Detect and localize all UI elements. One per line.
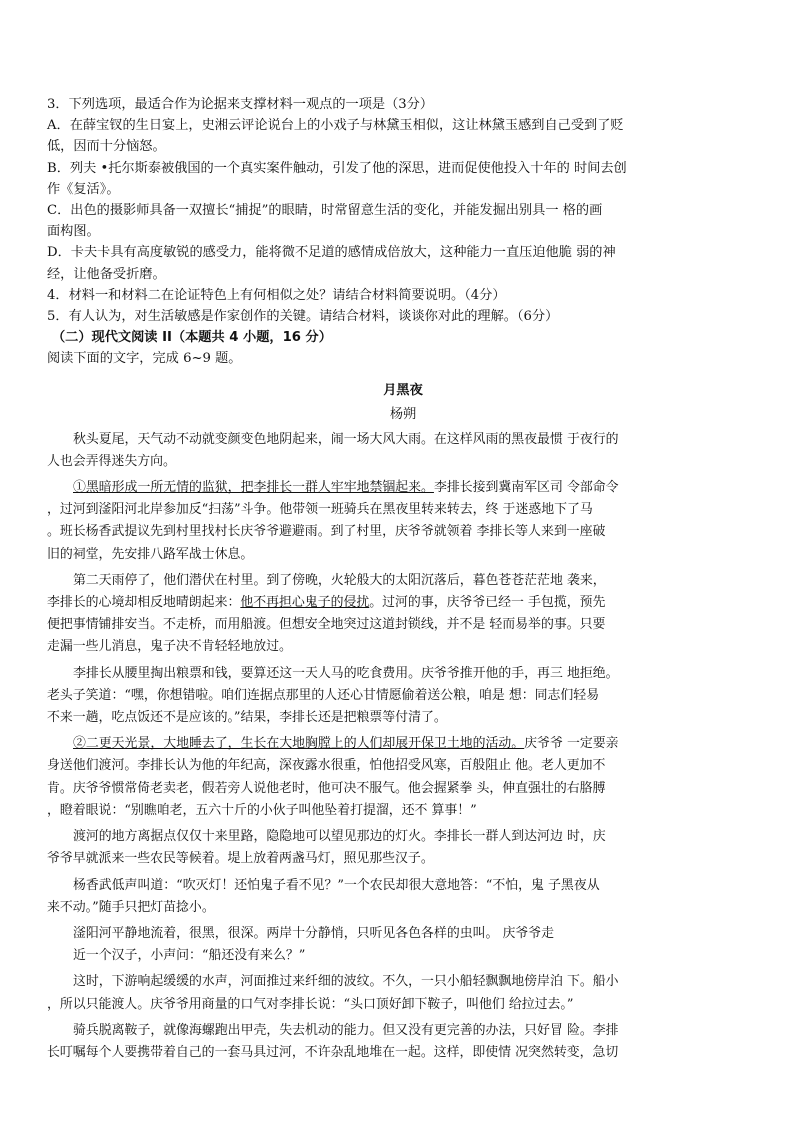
- option-d-line-2: 经，让他备受折磨。: [47, 266, 166, 282]
- paragraph-line: 秋头夏尾，天气动不动就变颜变色地阴起来，闹一场大风大雨。在这样风雨的黑夜最惯 于夜行的: [73, 431, 619, 447]
- paragraph-line: [47, 592, 759, 614]
- paragraph-line: 滏阳河平静地流着，很黑，很深。两岸十分静悄，只听见各色各样的虫叫。 庆爷爷走: [73, 925, 555, 941]
- option-c-line-2: 面构图。: [47, 224, 100, 240]
- question-3: [47, 94, 759, 285]
- paragraph-line: 肯。庆爷爷惯常倚老卖老，假若旁人说他老时，他可决不服气。他会握紧拳 头，伸直强壮的右胳膊: [47, 780, 606, 796]
- paragraph-line: [47, 477, 759, 499]
- question-5: 5．有人认为，对生活敏感是作家创作的关键。请结合材料，谈谈你对此的理解。（6分）: [47, 309, 559, 325]
- option-d-line-1: D．卡夫卡具有高度敏锐的感受力，能将微不足道的感情成倍放大，这种能力一直压迫他脆 弱的神: [47, 245, 616, 261]
- article-paragraph-4: [47, 663, 759, 730]
- option-a-line-2: 低，因而十分恼怒。: [47, 139, 166, 155]
- paragraph-line: 人也会弄得迷失方向。: [47, 453, 176, 469]
- question-4: 4．材料一和材料二在论证特色上有何相似之处？请结合材料简要说明。（4分）: [47, 287, 506, 303]
- article-paragraph-6: [47, 826, 759, 870]
- paragraph-line: 李排长从腰里掏出粮票和钱，要算还这一天人马的吃食费用。庆爷爷推开他的手，再三 地拒绝。: [73, 665, 619, 681]
- article-paragraph-3: [47, 570, 759, 659]
- paragraph-line: 长叮嘱每个人要携带着自己的一套马具过河，不许杂乱地堆在一起。这样，即使情 况突然转变，急切: [47, 1044, 619, 1060]
- article-title: 月黑夜: [383, 382, 423, 398]
- text-span: 李排长接到冀南军区司 令部命令: [433, 480, 619, 496]
- document-body: [47, 94, 759, 1064]
- paragraph-line: 旧的祠堂，先安排八路军战士休息。: [47, 546, 254, 562]
- paragraph-line: 便把事情铺排安当。不走桥，而用船渡。但想安全地突过这道封锁线，并不是 轻而易举的事。只要: [47, 617, 606, 633]
- article-paragraph-8: [47, 923, 759, 967]
- text-span: 。过河的事，庆爷爷已经一 手包揽，预先: [369, 595, 606, 611]
- article-paragraph-10: [47, 1020, 759, 1064]
- option-c-line-1: C．出色的摄影师具备一双擅长“捕捉”的眼睛，时常留意生活的变化，并能发掘出别具一 格的画: [47, 203, 603, 219]
- article-author: 杨朔: [389, 406, 417, 422]
- question-3-stem: 3．下列选项，最适合作为论据来支撑材料一观点的一项是（3分）: [47, 97, 434, 112]
- underlined-phrase: 他不再担心鬼子的侵扰: [240, 595, 370, 611]
- paragraph-line: ，所以只能渡人。庆爷爷用商量的口气对李排长说：“头口顶好卸下鞍子，叫他们 给拉过去。”: [47, 996, 574, 1012]
- paragraph-line: ，过河到滏阳河北岸参加反“扫荡”斗争。他带领一班骑兵在黑夜里转来转去，终 于迷惑地下了马: [47, 502, 593, 518]
- paragraph-line: 来不动。”随手只把灯苗捻小。: [47, 899, 215, 915]
- paragraph-line: 渡河的地方离据点仅仅十来里路，隐隐地可以望见那边的灯火。李排长一群人到达河边 时，庆: [73, 829, 606, 845]
- section-heading: （二）现代文阅读 II（本题共 4 小题，16 分）: [52, 330, 332, 346]
- paragraph-line: ，瞪着眼说：“别瞧咱老，五六十斤的小伙子叫他坠着打提溜，还不 算事！”: [47, 802, 477, 818]
- paragraph-line: 爷爷早就派来一些农民等候着。堤上放着两盏马灯，照见那些汉子。: [47, 851, 434, 867]
- article-paragraph-5: [47, 733, 759, 822]
- option-a-line-1: A．在薛宝钗的生日宴上，史湘云评论说台上的小戏子与林黛玉相似，这让林黛玉感到自己受到了贬: [47, 118, 624, 134]
- paragraph-line: 身送他们渡河。李排长认为他的年纪高，深夜露水很重，怕他招受风寒，百般阻止 他。老人更加不: [47, 758, 606, 774]
- paragraph-line: 走漏一些儿消息，鬼子决不肯轻轻地放过。: [47, 639, 292, 655]
- reading-instruction: 阅读下面的文字，完成 6~9 题。: [47, 351, 242, 367]
- paragraph-line: [47, 733, 759, 755]
- option-b-line-2: 作《复活》。: [47, 181, 120, 197]
- option-b-line-1: B．列夫 •托尔斯泰被俄国的一个真实案件触动，引发了他的深思，进而促使他投入十年的 时间去创: [47, 160, 627, 176]
- paragraph-line: 第二天雨停了，他们潜伏在村里。到了傍晚，火轮般大的太阳沉落后，暮色苍苍茫茫地 袭来，: [73, 572, 606, 588]
- article-paragraph-1: [47, 429, 759, 473]
- paragraph-line: 老头子笑道：“嘿，你想错啦。咱们连据点那里的人还心甘情愿偷着送公粮，咱是 想：同志们轻易: [47, 687, 600, 703]
- paragraph-line: 近一个汉子，小声问：“船还没有来么？”: [73, 948, 306, 964]
- paragraph-line: 骑兵脱离鞍子，就像海螺跑出甲壳，失去机动的能力。但又没有更完善的办法，只好冒 险。李排: [73, 1022, 619, 1038]
- text-span: 庆爷爷 一定要亲: [524, 736, 619, 752]
- underlined-sentence-2: ②二更天光景，大地睡去了，生长在大地胸膛上的人们却展开保卫土地的活动。: [73, 736, 525, 752]
- article-paragraph-9: [47, 971, 759, 1015]
- paragraph-line: 杨香武低声叫道：“吹灭灯！还怕鬼子看不见？”一个农民却很大意地答：“不怕，鬼 子黑夜从: [73, 877, 600, 893]
- paragraph-line: 这时，下游响起缓缓的水声，河面推过来纤细的波纹。不久，一只小船轻飘飘地傍岸泊 下。船小: [73, 974, 619, 990]
- article-paragraph-7: [47, 875, 759, 919]
- paragraph-line: 不来一趟，吃点饭还不是应该的。”结果，李排长还是把粮票等付清了。: [47, 710, 447, 726]
- text-span: 李排长的心境却相反地晴朗起来：: [47, 595, 241, 611]
- paragraph-line: 。班长杨香武提议先到村里找村长庆爷爷避避雨。到了村里，庆爷爷就领着 李排长等人来到一座破: [47, 524, 606, 540]
- underlined-sentence-1: ①黑暗形成一所无情的监狱，把李排长一群人牢牢地禁锢起来。: [73, 480, 434, 496]
- article-paragraph-2: [47, 477, 759, 566]
